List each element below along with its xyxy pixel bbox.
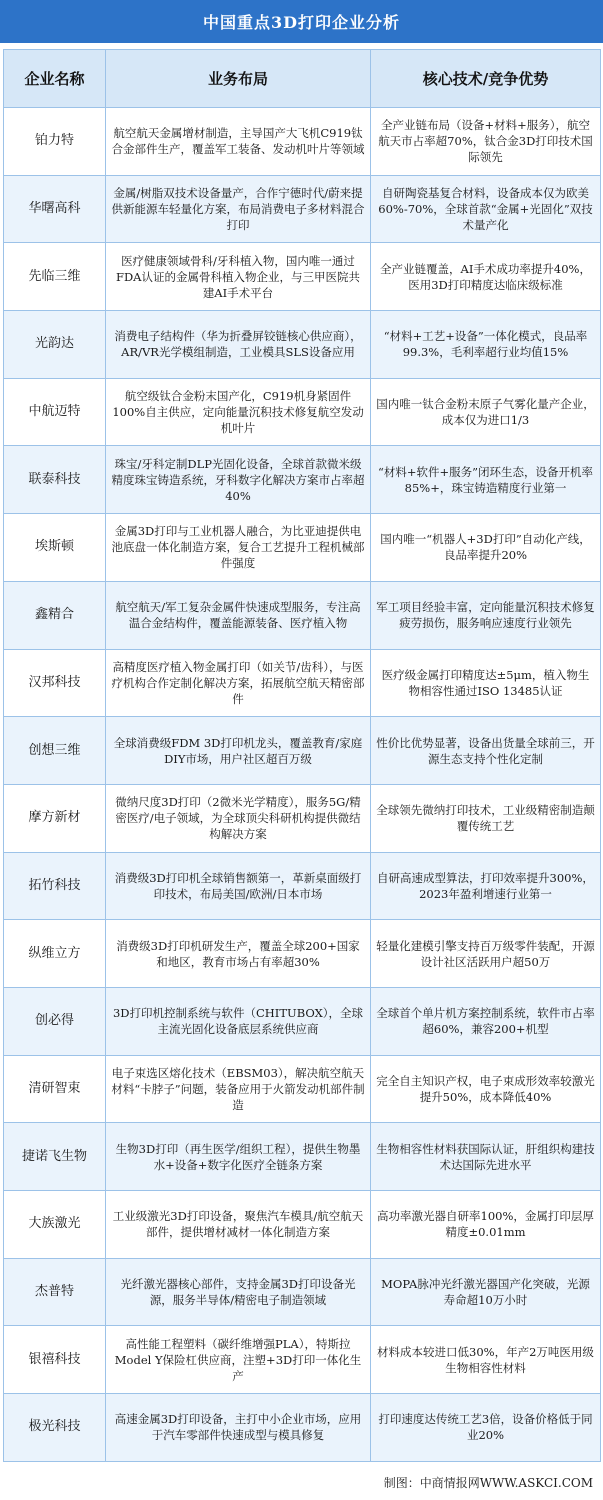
core-advantage-cell: 性价比优势显著，设备出货量全球前三，开源生态支持个性化定制: [371, 717, 601, 785]
table-row: [4, 1123, 601, 1191]
core-advantage-cell: 军工项目经验丰富，定向能量沉积技术修复疲劳损伤，服务响应速度行业领先: [371, 581, 601, 649]
core-advantage-cell: MOPA脉冲光纤激光器国产化突破，光源寿命超10万小时: [371, 1258, 601, 1326]
company-name-cell: 创必得: [4, 987, 106, 1055]
table-row: [4, 243, 601, 311]
table-row: [4, 649, 601, 717]
business-layout-cell: 高精度医疗植入物金属打印（如关节/齿科），与医疗机构合作定制化解决方案，拓展航空航天精密部件: [106, 649, 371, 717]
company-name-cell: 捷诺飞生物: [4, 1123, 106, 1191]
table-row: [4, 446, 601, 514]
core-advantage-cell: 完全自主知识产权，电子束成形效率较激光提升50%，成本降低40%: [371, 1055, 601, 1123]
business-layout-cell: 金属/树脂双技术设备量产，合作宁德时代/蔚来提供新能源车轻量化方案，布局消费电子多材料混合打印: [106, 175, 371, 243]
table-row: [4, 987, 601, 1055]
table-row: [4, 378, 601, 446]
core-advantage-cell: 自研陶瓷基复合材料，设备成本仅为欧美60%-70%，全球首款“金属+光固化”双技术量产化: [371, 175, 601, 243]
company-name-cell: 摩方新材: [4, 784, 106, 852]
table-row: [4, 920, 601, 988]
table-row: [4, 311, 601, 379]
table-row: [4, 1055, 601, 1123]
business-layout-cell: 金属3D打印与工业机器人融合，为比亚迪提供电池底盘一体化制造方案，复合工艺提升工程机械部件强度: [106, 514, 371, 582]
business-layout-cell: 消费级3D打印机研发生产，覆盖全球200+国家和地区，教育市场占有率超30%: [106, 920, 371, 988]
table-body: [4, 108, 601, 1462]
table-row: [4, 581, 601, 649]
company-name-cell: 光韵达: [4, 311, 106, 379]
core-advantage-cell: “材料+工艺+设备”一体化模式，良品率99.3%，毛利率超行业均值15%: [371, 311, 601, 379]
company-name-cell: 中航迈特: [4, 378, 106, 446]
company-name-cell: 铂力特: [4, 108, 106, 176]
table-row: [4, 1326, 601, 1394]
header-core-advantage: 核心技术/竞争优势: [371, 50, 601, 108]
business-layout-cell: 航空级钛合金粉末国产化，C919机身紧固件100%自主供应，定向能量沉积技术修复航空发动机叶片: [106, 378, 371, 446]
header-business-layout: 业务布局: [106, 50, 371, 108]
company-name-cell: 清研智束: [4, 1055, 106, 1123]
company-name-cell: 鑫精合: [4, 581, 106, 649]
table-row: [4, 1191, 601, 1259]
company-name-cell: 汉邦科技: [4, 649, 106, 717]
table-row: [4, 1258, 601, 1326]
business-layout-cell: 工业级激光3D打印设备，聚焦汽车模具/航空航天部件，提供增材减材一体化制造方案: [106, 1191, 371, 1259]
company-name-cell: 杰普特: [4, 1258, 106, 1326]
core-advantage-cell: 自研高速成型算法，打印效率提升300%，2023年盈利增速行业第一: [371, 852, 601, 920]
core-advantage-cell: 全球领先微纳打印技术，工业级精密制造颠覆传统工艺: [371, 784, 601, 852]
business-layout-cell: 光纤激光器核心部件，支持金属3D打印设备光源，服务半导体/精密电子制造领域: [106, 1258, 371, 1326]
company-name-cell: 华曙高科: [4, 175, 106, 243]
core-advantage-cell: 全产业链覆盖，AI手术成功率提升40%，医用3D打印精度达临床级标准: [371, 243, 601, 311]
source-credit: 制图：中商情报网WWW.ASKCI.COM: [383, 1476, 593, 1490]
table-header-row: [4, 50, 601, 108]
company-name-cell: 拓竹科技: [4, 852, 106, 920]
core-advantage-cell: 材料成本较进口低30%，年产2万吨医用级生物相容性材料: [371, 1326, 601, 1394]
core-advantage-cell: “材料+软件+服务”闭环生态，设备开机率85%+，珠宝铸造精度行业第一: [371, 446, 601, 514]
table-row: [4, 175, 601, 243]
company-name-cell: 银禧科技: [4, 1326, 106, 1394]
core-advantage-cell: 全产业链布局（设备+材料+服务），航空航天市占率超70%，钛合金3D打印技术国际领先: [371, 108, 601, 176]
table-row: [4, 784, 601, 852]
table-row: [4, 717, 601, 785]
business-layout-cell: 珠宝/牙科定制DLP光固化设备，全球首款微米级精度珠宝铸造系统，牙科数字化解决方案市占率超40%: [106, 446, 371, 514]
company-name-cell: 创想三维: [4, 717, 106, 785]
company-name-cell: 联泰科技: [4, 446, 106, 514]
business-layout-cell: 3D打印机控制系统与软件（CHITUBOX），全球主流光固化设备底层系统供应商: [106, 987, 371, 1055]
business-layout-cell: 高性能工程塑料（碳纤维增强PLA），特斯拉Model Y保险杠供应商，注塑+3D打印一体化生产: [106, 1326, 371, 1394]
core-advantage-cell: 生物相容性材料获国际认证，肝组织构建技术达国际先进水平: [371, 1123, 601, 1191]
business-layout-cell: 高速金属3D打印设备，主打中小企业市场，应用于汽车零部件快速成型与模具修复: [106, 1394, 371, 1462]
core-advantage-cell: 全球首个单片机方案控制系统，软件市占率超60%，兼容200+机型: [371, 987, 601, 1055]
core-advantage-cell: 高功率激光器自研率100%，金属打印层厚精度±0.01mm: [371, 1191, 601, 1259]
table-row: [4, 108, 601, 176]
core-advantage-cell: 轻量化建模引擎支持百万级零件装配，开源设计社区活跃用户超50万: [371, 920, 601, 988]
company-name-cell: 大族激光: [4, 1191, 106, 1259]
business-layout-cell: 医疗健康领域骨科/牙科植入物，国内唯一通过FDA认证的金属骨科植入物企业，与三甲医院共建AI手术平台: [106, 243, 371, 311]
company-name-cell: 埃斯顿: [4, 514, 106, 582]
header-company-name: 企业名称: [4, 50, 106, 108]
business-layout-cell: 电子束选区熔化技术（EBSM03），解决航空航天材料“卡脖子”问题，装备应用于火箭发动机部件制造: [106, 1055, 371, 1123]
table-row: [4, 1394, 601, 1462]
business-layout-cell: 消费级3D打印机全球销售额第一，革新桌面级打印技术，布局美国/欧洲/日本市场: [106, 852, 371, 920]
table-row: [4, 514, 601, 582]
business-layout-cell: 生物3D打印（再生医学/组织工程），提供生物墨水+设备+数字化医疗全链条方案: [106, 1123, 371, 1191]
business-layout-cell: 消费电子结构件（华为折叠屏铰链核心供应商），AR/VR光学模组制造，工业模具SLS设备应用: [106, 311, 371, 379]
page-title: 中国重点3D打印企业分析: [0, 0, 603, 43]
company-name-cell: 纵维立方: [4, 920, 106, 988]
table-row: [4, 852, 601, 920]
core-advantage-cell: 国内唯一“机器人+3D打印”自动化产线，良品率提升20%: [371, 514, 601, 582]
core-advantage-cell: 医疗级金属打印精度达±5μm，植入物生物相容性通过ISO 13485认证: [371, 649, 601, 717]
business-layout-cell: 全球消费级FDM 3D打印机龙头，覆盖教育/家庭DIY市场，用户社区超百万级: [106, 717, 371, 785]
company-name-cell: 先临三维: [4, 243, 106, 311]
business-layout-cell: 微纳尺度3D打印（2微米光学精度），服务5G/精密医疗/电子领域，为全球顶尖科研机构提供微结构解决方案: [106, 784, 371, 852]
business-layout-cell: 航空航天/军工复杂金属件快速成型服务，专注高温合金结构件，覆盖能源装备、医疗植入物: [106, 581, 371, 649]
company-name-cell: 极光科技: [4, 1394, 106, 1462]
core-advantage-cell: 打印速度达传统工艺3倍，设备价格低于同业20%: [371, 1394, 601, 1462]
core-advantage-cell: 国内唯一钛合金粉末原子气雾化量产企业，成本仅为进口1/3: [371, 378, 601, 446]
enterprise-table: [3, 49, 601, 1462]
business-layout-cell: 航空航天金属增材制造，主导国产大飞机C919钛合金部件生产，覆盖军工装备、发动机叶片等领域: [106, 108, 371, 176]
